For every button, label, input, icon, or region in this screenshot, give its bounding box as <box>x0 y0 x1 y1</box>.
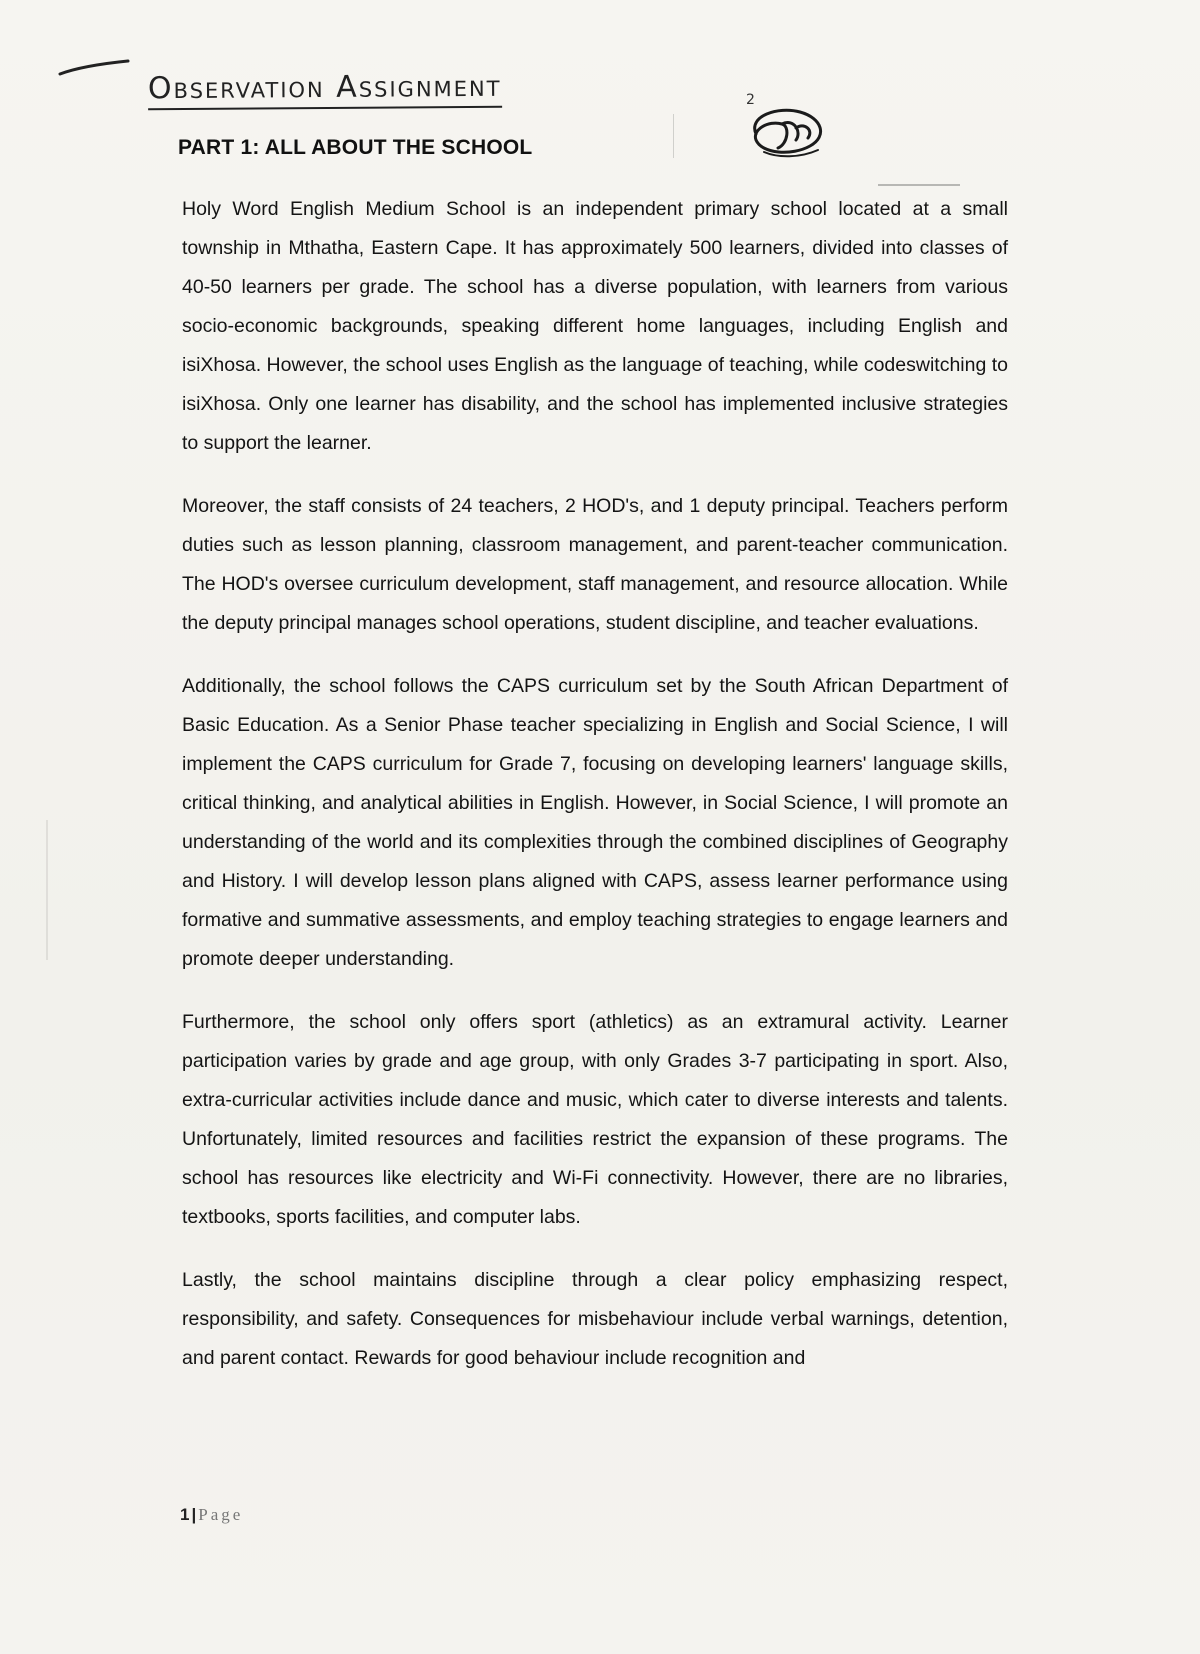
paragraph-extramural: Furthermore, the school only offers sport (athletics) as an extramural activity. Learner participation varies by grade and age group, with only Grades 3-7 participating in sport. Also, extra-curricular activities include dance and music, which cater to diverse interests and talents. Unfortunately, limited resources and facilities restrict the expansion of these programs. The school has resources like electricity and Wi-Fi connectivity. However, there are no libraries, textbooks, sports facilities, and computer labs. <box>182 1011 1008 1228</box>
paragraph-curriculum: Additionally, the school follows the CAPS curriculum set by the South African Department of Basic Education. As a Senior Phase teacher specializing in English and Social Science, I will implement the CAPS curriculum for Grade 7, focusing on developing learners' language skills, critical thinking, and analytical abilities in English. However, in Social Science, I will promote an understanding of the world and its complexities through the combined disciplines of Geography and History. I will develop lesson plans aligned with CAPS, assess learner performance using formative and summative assessments, and employ teaching strategies to engage learners and promote deeper understanding. <box>182 675 1008 970</box>
page-number: 1 <box>180 1505 190 1524</box>
scan-artifact <box>46 820 48 960</box>
page-footer <box>180 1505 243 1525</box>
page-word: Page <box>198 1505 244 1524</box>
scan-divider-mark <box>673 114 674 158</box>
pen-stroke-mark <box>58 58 130 78</box>
paragraph-school-overview: Holy Word English Medium School is an independent primary school located at a small township in Mthatha, Eastern Cape. It has approximately 500 learners, divided into classes of 40-50 learners per grade. The school has a diverse population, with learners from various socio-economic backgrounds, speaking different home languages, including English and isiXhosa. However, the school uses English as the language of teaching, while codeswitching to isiXhosa. Only one learner has disability, and the school has implemented inclusive strategies to support the learner. <box>182 198 1008 454</box>
paragraph-staff: Moreover, the staff consists of 24 teachers, 2 HOD's, and 1 deputy principal. Teachers perform duties such as lesson planning, classroom management, and parent-teacher communication. The HOD's oversee curriculum development, staff management, and resource allocation. While the deputy principal manages school operations, student discipline, and teacher evaluations. <box>182 495 1008 634</box>
document-body <box>182 190 1008 1402</box>
signature-number: 2 <box>746 92 755 108</box>
handwritten-title: Observation Assignment <box>148 69 502 110</box>
signature-mark <box>738 88 838 166</box>
signature-line <box>878 184 960 186</box>
footer-separator: | <box>191 1505 197 1524</box>
paragraph-discipline: Lastly, the school maintains discipline through a clear policy emphasizing respect, responsibility, and safety. Consequences for misbehaviour include verbal warnings, detention, and parent contact. Rewards for good behaviour include recognition and <box>182 1269 1008 1369</box>
section-heading: PART 1: ALL ABOUT THE SCHOOL <box>178 136 533 159</box>
